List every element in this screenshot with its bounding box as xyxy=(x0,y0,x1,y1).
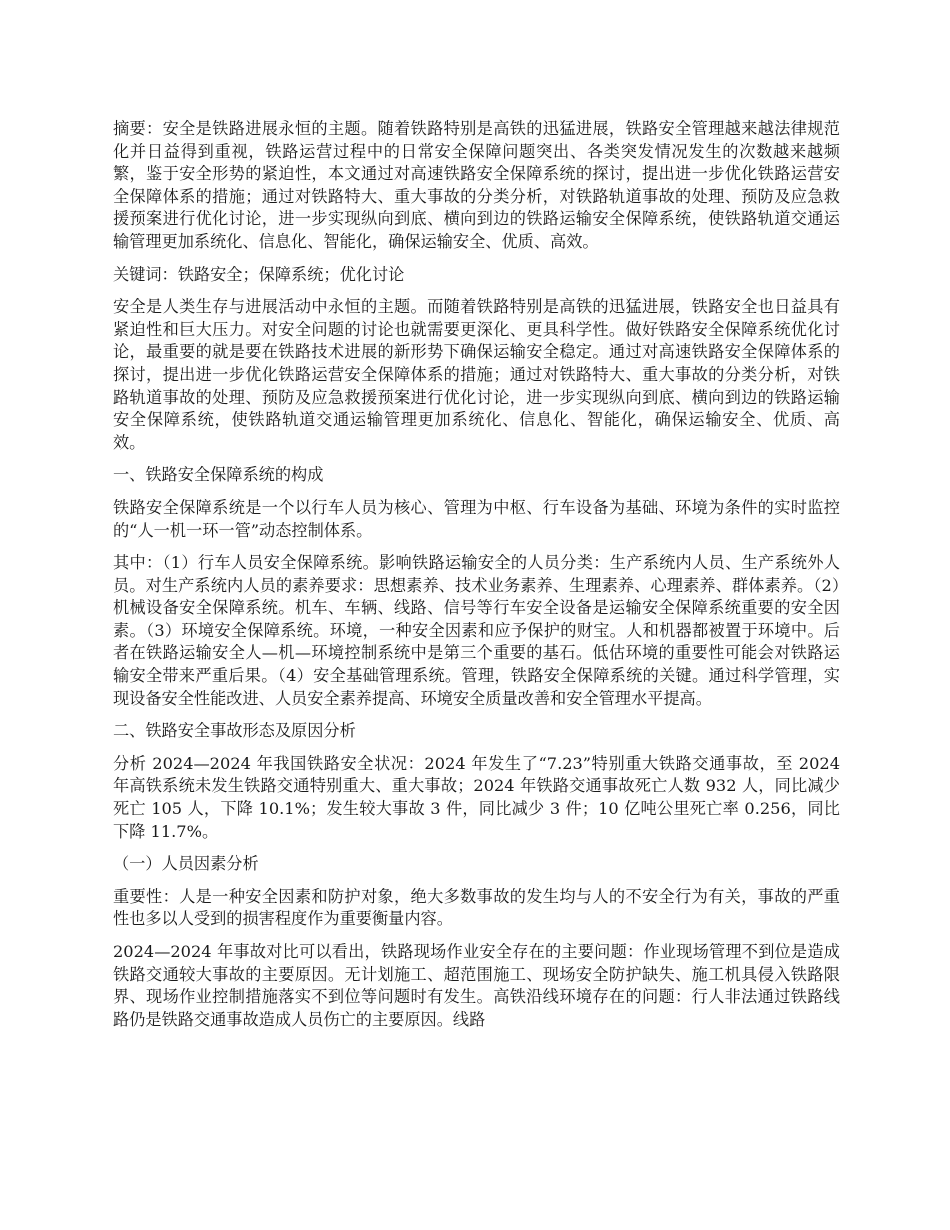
section-1-heading: 一、铁路安全保障系统的构成 xyxy=(113,465,324,485)
subsection-1-heading: （一）人员因素分析 xyxy=(113,854,259,874)
section-1-paragraph-2: 其中：（1）行车人员安全保障系统。影响铁路运输安全的人员分类：生产系统内人员、生产系统外人员。对生产系统内人员的素养要求：思想素养、技术业务素养、生理素养、心理素养、群体素养。（2）机械设备安全保障系统。机车、车辆、线路、信号等行车安全设备是运输安全保障系统重要的安全因素。（3）环境安全保障系统。环境，一种安全因素和应予保护的财宝。人和机器都被置于环境中。后者在铁路运输安全人—机—环境控制系统中是第三个重要的基石。低估环境的重要性可能会对铁路运输安全带来严重后果。（4）安全基础管理系统。管理，铁路安全保障系统的关键。通过科学管理，实现设备安全性能改进、人员安全素养提高、环境安全质量改善和安全管理水平提高。 xyxy=(113,553,840,708)
section-2-heading: 二、铁路安全事故形态及原因分析 xyxy=(113,721,356,741)
abstract-paragraph: 摘要：安全是铁路进展永恒的主题。随着铁路特别是高铁的迅猛进展，铁路安全管理越来越法律规范化并日益得到重视，铁路运营过程中的日常安全保障问题突出、各类突发情况发生的次数越来越频繁，鉴于安全形势的紧迫性，本文通过对高速铁路安全保障系统的探讨，提出进一步优化铁路运营安全保障体系的措施；通过对铁路特大、重大事故的分类分析，对铁路轨道事故的处理、预防及应急救援预案进行优化讨论，进一步实现纵向到底、横向到边的铁路运输安全保障系统，使铁路轨道交通运输管理更加系统化、信息化、智能化，确保运输安全、优质、高效。 xyxy=(113,119,840,251)
intro-paragraph: 安全是人类生存与进展活动中永恒的主题。而随着铁路特别是高铁的迅猛进展，铁路安全也日益具有紧迫性和巨大压力。对安全问题的讨论也就需要更深化、更具科学性。做好铁路安全保障系统优化讨论，最重要的就是要在铁路技术进展的新形势下确保运输安全稳定。通过对高速铁路安全保障体系的探讨，提出进一步优化铁路运营安全保障体系的措施；通过对铁路特大、重大事故的分类分析，对铁路轨道事故的处理、预防及应急救援预案进行优化讨论，进一步实现纵向到底、横向到边的铁路运输安全保障系统，使铁路轨道交通运输管理更加系统化、信息化、智能化，确保运输安全、优质、高效。 xyxy=(113,297,840,452)
section-1-paragraph-1: 铁路安全保障系统是一个以行车人员为核心、管理为中枢、行车设备为基础、环境为条件的实时监控的“人一机一环一管”动态控制体系。 xyxy=(113,497,840,540)
keywords-paragraph: 关键词：铁路安全；保障系统；优化讨论 xyxy=(113,264,405,284)
document-body xyxy=(113,118,840,1041)
section-2-paragraph-1: 分析 2024—2024 年我国铁路安全状况：2024 年发生了“7.23”特别重大铁路交通事故，至 2024 年高铁系统未发生铁路交通特别重大、重大事故；2024 年铁路交通事故死亡人数 932 人，同比减少死亡 105 人，下降 10.1%；发生较大事故 3 件，同比减少 3 件；10 亿吨公里死亡率 0.256，同比下降 11.7%。 xyxy=(113,753,840,841)
subsection-1-paragraph-1: 重要性：人是一种安全因素和防护对象，绝大多数事故的发生均与人的不安全行为有关，事故的严重性也多以人受到的损害程度作为重要衡量内容。 xyxy=(113,886,840,929)
subsection-1-paragraph-2: 2024—2024 年事故对比可以看出，铁路现场作业安全存在的主要问题：作业现场管理不到位是造成铁路交通较大事故的主要原因。无计划施工、超范围施工、现场安全防护缺失、施工机具侵入铁路限界、现场作业控制措施落实不到位等问题时有发生。高铁沿线环境存在的问题：行人非法通过铁路线路仍是铁路交通事故造成人员伤亡的主要原因。线路 xyxy=(113,942,840,1029)
